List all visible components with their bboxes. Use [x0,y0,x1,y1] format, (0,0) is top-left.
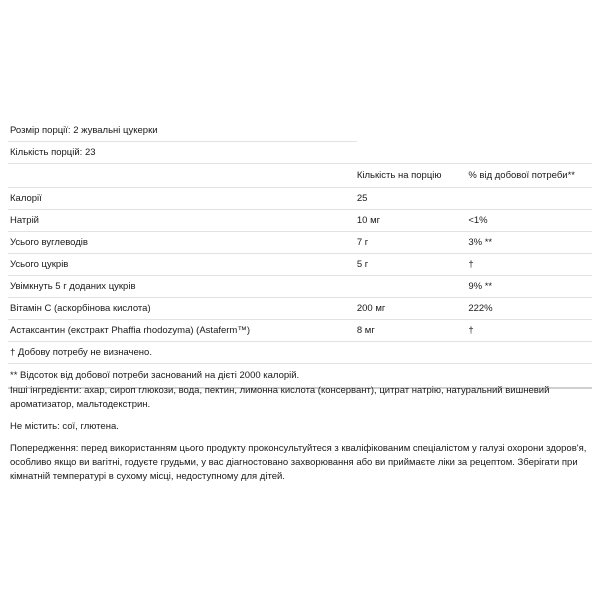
nutrient-daily-value: † [468,254,592,276]
nutrient-name: Калорії [8,188,357,210]
nutrient-amount: 10 мг [357,210,468,232]
header-amount: Кількість на порцію [357,164,468,188]
footnote-daily-value: ** Відсоток від добової потреби заснований на дієті 2000 калорій. [8,364,357,389]
nutrient-name: Усього вуглеводів [8,232,357,254]
serving-size: Розмір порції: 2 жувальні цукерки [8,120,357,142]
nutrient-daily-value [468,188,592,210]
nutrient-daily-value: † [468,320,592,342]
nutrient-daily-value: 9% ** [468,276,592,298]
table-row [8,276,592,298]
nutrient-amount [357,276,468,298]
warning-text: Попередження: перед використанням цього продукту проконсультуйтеся з кваліфікованим спеціалістом у галузі охорони здоров'я, особливо якщо ви вагітні, годуєте грудьми, у вас діагностовано захворювання або ви приймаєте ліки за рецептом. Зберігати при кімнатній температурі в сухому місці, недоступному для дітей. [10,443,587,482]
table-row [8,232,592,254]
footnote-row [8,342,592,364]
nutrient-daily-value: 222% [468,298,592,320]
nutrient-amount: 8 мг [357,320,468,342]
serving-size-row [8,120,592,142]
table-row [8,298,592,320]
nutrient-amount: 25 [357,188,468,210]
footnote-dagger: † Добову потребу не визначено. [8,342,357,364]
nutrient-amount: 5 г [357,254,468,276]
nutrient-name: Вітамін С (аскорбінова кислота) [8,298,357,320]
table-row [8,188,592,210]
nutrient-name: Усього цукрів [8,254,357,276]
nutrient-name: Увімкнуть 5 г доданих цукрів [8,276,357,298]
table-row [8,320,592,342]
servings-count-row [8,142,592,164]
table-row [8,254,592,276]
allergen-free-note: Не містить: сої, глютена. [10,421,119,432]
nutrient-name: Натрій [8,210,357,232]
table-header-row [8,164,592,188]
other-ingredients: Інші інгредієнти: ахар, сироп глюкози, вода, пектин, лимонна кислота (консервант), цитрат натрію, натуральний вишневий ароматизатор, мальтодекстрин. [10,385,550,410]
nutrient-amount: 7 г [357,232,468,254]
header-daily-value: % від добової потреби** [468,164,592,188]
nutrient-daily-value: <1% [468,210,592,232]
table-row [8,210,592,232]
nutrient-name: Астаксантин (екстракт Phaffia rhodozyma) (Astaferm™) [8,320,357,342]
nutrient-amount: 200 мг [357,298,468,320]
servings-count: Кількість порцій: 23 [8,142,357,164]
nutrient-daily-value: 3% ** [468,232,592,254]
supplement-facts-table [8,120,592,389]
